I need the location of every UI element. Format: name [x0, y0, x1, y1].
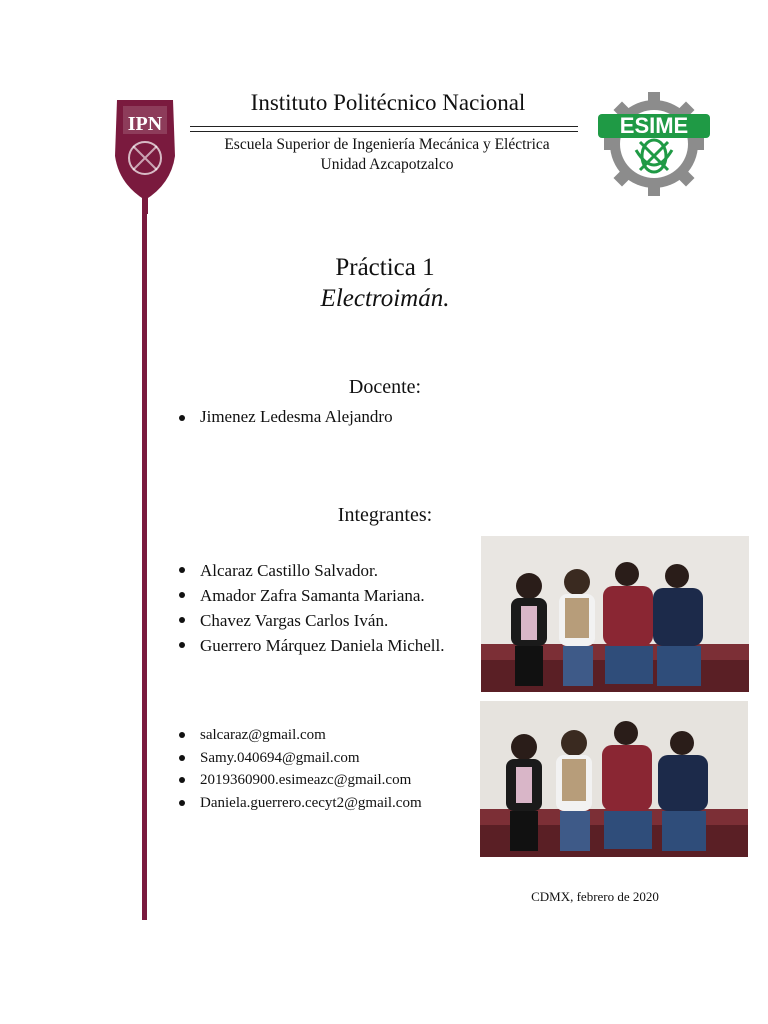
school-name: Escuela Superior de Ingeniería Mecánica y Eléctrica [224, 136, 550, 153]
ipn-logo [111, 96, 179, 214]
practice-title: Práctica 1 [335, 254, 435, 281]
vertical-accent-line [142, 206, 147, 920]
team-photo [481, 536, 749, 692]
esime-logo-text: ESIME [619, 113, 689, 138]
header-rule [190, 126, 578, 127]
place-date: CDMX, febrero de 2020 [531, 889, 659, 904]
list-item: Alcaraz Castillo Salvador. [176, 558, 470, 583]
ipn-logo-text: IPN [127, 113, 163, 135]
school-heading [190, 135, 584, 175]
list-item: salcaraz@gmail.com [176, 724, 476, 747]
list-item: Guerrero Márquez Daniela Michell. [176, 633, 470, 658]
school-unit: Unidad Azcapotzalco [320, 156, 454, 173]
list-item: Daniela.guerrero.cecyt2@gmail.com [176, 792, 476, 815]
institution-title: Instituto Politécnico Nacional [250, 90, 526, 115]
team-heading: Integrantes: [337, 504, 433, 526]
list-item: Samy.040694@gmail.com [176, 747, 476, 770]
practice-subject: Electroimán. [320, 285, 450, 312]
list-item: Chavez Vargas Carlos Iván. [176, 608, 470, 633]
practice-title-block [230, 252, 540, 314]
member-list [176, 558, 470, 658]
team-photo [480, 701, 748, 857]
teacher-heading: Docente: [348, 376, 422, 398]
esime-logo [596, 90, 712, 198]
list-item: Amador Zafra Samanta Mariana. [176, 583, 470, 608]
email-list [176, 724, 476, 814]
list-item: 2019360900.esimeazc@gmail.com [176, 769, 476, 792]
list-item: Jimenez Ledesma Alejandro [176, 406, 476, 428]
header-rule [190, 131, 578, 132]
teacher-list [176, 406, 476, 428]
